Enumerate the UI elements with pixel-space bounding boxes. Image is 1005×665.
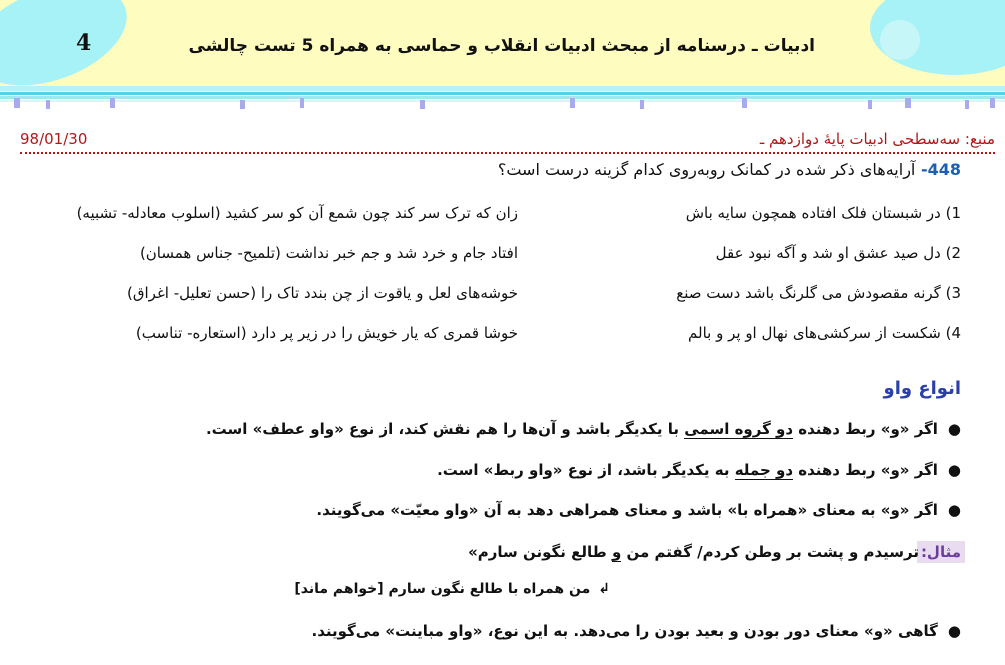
option-1-verse-a[interactable]: 1) در شبستان فلک افتاده همچون سایه باش: [685, 204, 961, 222]
question-dash: -: [915, 160, 928, 179]
bullet-item-1: ●اگر «و» ربط دهنده دو گروه اسمی با یکدیگر باشد و آن‌ها را هم نقش کند، از نوع «واو عطف» است.: [205, 420, 961, 438]
option-3-verse-b: خوشه‌های لعل و یاقوت از چن بندد تاک را (حسن تعلیل- اغراق): [127, 284, 518, 302]
underlined-term: دو جمله: [734, 461, 794, 479]
question-line: [498, 160, 961, 179]
return-arrow-icon: ↲: [598, 581, 610, 597]
header-title: ادبیات ـ درسنامه از مبحث ادبیات انقلاب و حماسی به همراه 5 تست چالشی: [188, 36, 815, 56]
bullet-icon: ●: [947, 461, 961, 479]
question-text: آرایه‌های ذکر شده در کمانک روبه‌روی کدام گزینه درست است؟: [497, 160, 916, 179]
bullet-icon: ●: [947, 420, 961, 438]
section-title: انواع واو: [883, 378, 961, 399]
source-label: منبع: سه‌سطحی ادبیات پایهٔ دوازدهم ـ: [759, 130, 995, 148]
bullet-icon: ●: [947, 501, 961, 519]
source-line: [20, 130, 995, 154]
example-verse: ترسیدم و پشت بر وطن کردم/ گفتم من و طالع نگونن سارم»: [468, 543, 919, 561]
underlined-term: دو گروه اسمی: [684, 420, 794, 438]
option-3-verse-a[interactable]: 3) گرنه مقصودش می گلرنگ باشد دست صنع: [676, 284, 961, 302]
option-4-verse-a[interactable]: 4) شکست از سرکشی‌های نهال او پر و بالم: [688, 324, 961, 342]
underlined-term: و: [611, 543, 622, 561]
decor-stripes: [0, 86, 1005, 110]
option-1-verse-b: زان که ترک سر کند چون شمع آن کو سر کشید (اسلوب معادله- تشبیه): [76, 204, 518, 222]
bullet-item-2: ●اگر «و» ربط دهنده دو جمله به یکدیگر باشد، از نوع «واو ربط» است.: [437, 461, 961, 479]
source-date: 98/01/30: [20, 130, 88, 148]
page-header: [0, 0, 1005, 86]
bullet-icon: ●: [947, 622, 961, 640]
page-number: 4: [76, 30, 92, 56]
example-note: ↲من همراه با طالع نگون سارم [خواهم ماند]: [294, 581, 610, 597]
decor-blob-left: [0, 0, 141, 86]
option-2-verse-a[interactable]: 2) دل صید عشق او شد و آگه نبود عقل: [715, 244, 961, 262]
decor-blob-right-small: [880, 20, 920, 60]
option-2-verse-b: افتاد جام و خرد شد و جم خبر نداشت (تلمیح- جناس همسان): [139, 244, 518, 262]
question-number: 448: [927, 160, 961, 179]
example-label: مثال:: [917, 541, 965, 563]
bullet-item-3: ●اگر «و» به معنای «همراه با» باشد و معنای همراهی دهد به آن «واو معیّت» می‌گویند.: [316, 501, 961, 519]
bullet-item-4: ●گاهی «و» معنای دور بودن و بعید بودن را می‌دهد. به این نوع، «واو مباینت» می‌گویند.: [311, 622, 961, 640]
option-4-verse-b: خوشا قمری که یار خویش را در زیر پر دارد (استعاره- تناسب): [135, 324, 518, 342]
